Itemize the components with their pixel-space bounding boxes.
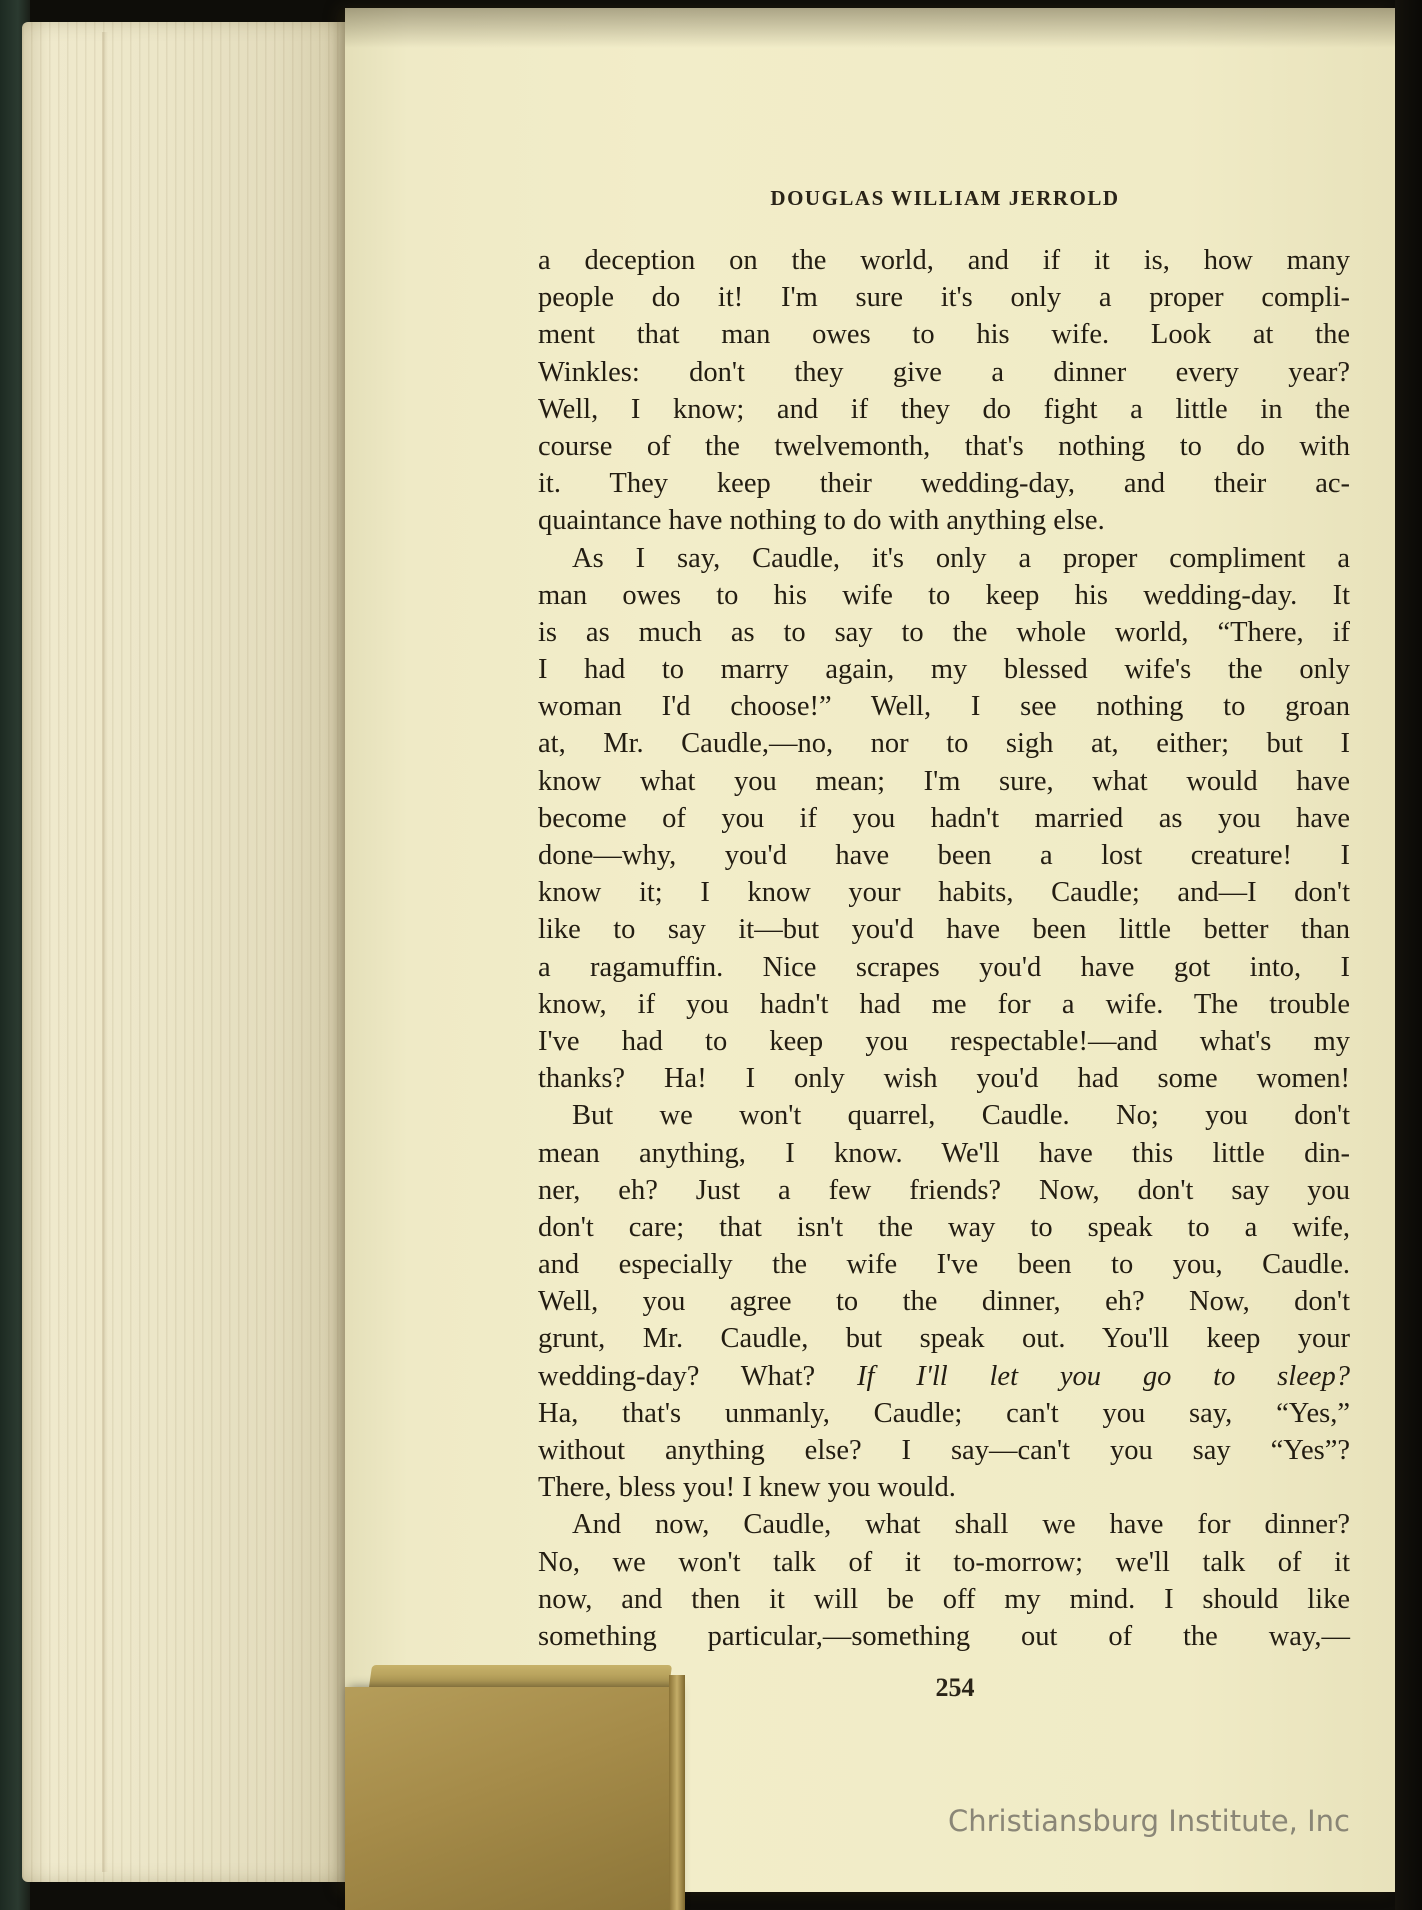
text-line: know, if you hadn't had me for a wife. The trouble bbox=[538, 988, 1350, 1020]
text-line: people do it! I'm sure it's only a proper compli- bbox=[538, 282, 1350, 314]
text-line: And now, Caudle, what shall we have for dinner? bbox=[572, 1509, 1350, 1541]
watermark: Christiansburg Institute, Inc bbox=[948, 1804, 1350, 1838]
text-line: thanks? Ha! I only wish you'd had some women! bbox=[538, 1063, 1350, 1095]
page-stack bbox=[22, 22, 362, 1882]
page-text bbox=[538, 242, 1350, 1655]
running-head: DOUGLAS WILLIAM JERROLD bbox=[770, 186, 1120, 210]
text-line: know it; I know your habits, Caudle; and—I don't bbox=[538, 877, 1350, 909]
text-line: As I say, Caudle, it's only a proper compliment a bbox=[572, 542, 1350, 574]
text-line: Well, I know; and if they do fight a little in the bbox=[538, 393, 1350, 425]
text-line: without anything else? I say—can't you say “Yes”? bbox=[538, 1435, 1350, 1466]
text-line: Winkles: don't they give a dinner every year? bbox=[538, 356, 1350, 388]
text-line: I've had to keep you respectable!—and what's my bbox=[538, 1025, 1350, 1057]
text-line: know what you mean; I'm sure, what would have bbox=[538, 765, 1350, 797]
book-cover-edge-right bbox=[1395, 0, 1422, 1910]
text-line: is as much as to say to the whole world, “There, if bbox=[538, 616, 1350, 648]
text-line: course of the twelvemonth, that's nothing to do with bbox=[538, 430, 1350, 462]
text-line: it. They keep their wedding-day, and their ac- bbox=[538, 468, 1350, 500]
text-line: done—why, you'd have been a lost creature! I bbox=[538, 840, 1350, 871]
text-line: something particular,—something out of the way,— bbox=[538, 1620, 1350, 1652]
book-page bbox=[345, 8, 1395, 1892]
text-line: grunt, Mr. Caudle, but speak out. You'll keep your bbox=[538, 1323, 1350, 1355]
text-line: mean anything, I know. We'll have this little din- bbox=[538, 1137, 1350, 1169]
text-line: don't care; that isn't the way to speak to a wife, bbox=[538, 1211, 1350, 1243]
page-number: 254 bbox=[935, 1673, 975, 1702]
text-line: become of you if you hadn't married as you have bbox=[538, 802, 1350, 834]
text-line: Well, you agree to the dinner, eh? Now, don't bbox=[538, 1286, 1350, 1318]
small-gold-book bbox=[345, 1665, 685, 1910]
text-line: now, and then it will be off my mind. I should like bbox=[538, 1583, 1350, 1615]
italic-question: If I'll let you go to sleep? bbox=[856, 1360, 1350, 1392]
text-line: and especially the wife I've been to you, Caudle. bbox=[538, 1249, 1350, 1281]
text-line: ment that man owes to his wife. Look at the bbox=[538, 319, 1350, 351]
text-line: like to say it—but you'd have been little better than bbox=[538, 914, 1350, 946]
text-line: man owes to his wife to keep his wedding-day. It bbox=[538, 579, 1350, 611]
text-line: quaintance have nothing to do with anything else. bbox=[538, 505, 1105, 537]
text-line-part: wedding-day? What? bbox=[538, 1360, 857, 1392]
text-line: a deception on the world, and if it is, how many bbox=[538, 245, 1350, 276]
text-line: Ha, that's unmanly, Caudle; can't you say, “Yes,” bbox=[538, 1397, 1350, 1429]
text-line: a ragamuffin. Nice scrapes you'd have got into, I bbox=[538, 951, 1350, 983]
text-line: But we won't quarrel, Caudle. No; you don't bbox=[572, 1100, 1350, 1132]
text-line: woman I'd choose!” Well, I see nothing to groan bbox=[538, 691, 1350, 723]
text-line: No, we won't talk of it to-morrow; we'll talk of it bbox=[538, 1546, 1350, 1578]
text-line: ner, eh? Just a few friends? Now, don't say you bbox=[538, 1174, 1350, 1206]
text-line: at, Mr. Caudle,—no, nor to sigh at, either; but I bbox=[538, 728, 1350, 760]
text-line bbox=[538, 1358, 1350, 1395]
text-line: There, bless you! I knew you would. bbox=[538, 1472, 956, 1504]
text-line: I had to marry again, my blessed wife's the only bbox=[538, 654, 1350, 686]
